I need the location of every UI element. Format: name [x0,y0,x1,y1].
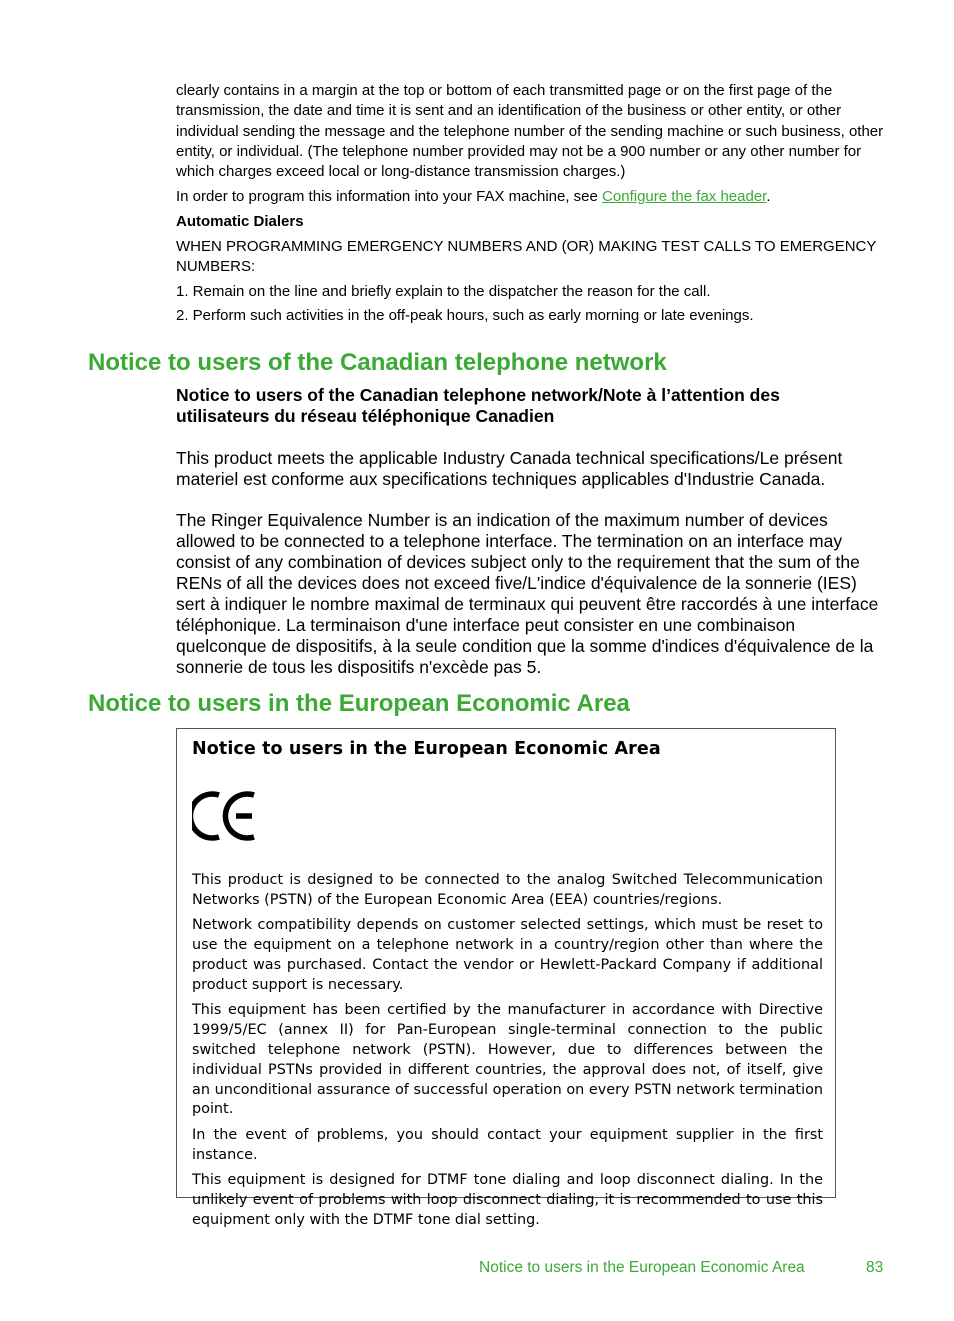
eea-paragraph-pstn: This product is designed to be connected to the analog Switched Telecommunication Networks (PSTN) of the European Economic Area (EEA) countries/regions. [192,872,823,908]
fax-program-paragraph [176,187,888,207]
configure-fax-header-link[interactable]: Configure the fax header [602,187,767,205]
eea-box-title: Notice to users in the European Economic Area [192,739,661,759]
list-item: 2. Perform such activities in the off-peak hours, such as early morning or late evenings. [176,307,754,325]
canadian-subheading: Notice to users of the Canadian telephone network/Note à l’attention des utilisateurs du réseau téléphonique Canadien [176,385,780,426]
ce-mark-logo [192,791,823,841]
automatic-dialers-heading: Automatic Dialers [176,212,304,230]
ce-mark-icon [192,791,262,841]
emergency-numbers-text: WHEN PROGRAMMING EMERGENCY NUMBERS AND (OR) MAKING TEST CALLS TO EMERGENCY NUMBERS: [176,237,877,275]
eea-paragraph-dtmf: This equipment is designed for DTMF tone dialing and loop disconnect dialing. In the unlikely event of problems with loop disconnect dialing, it is recommended to use this equipment only with the DTMF tone dial setting. [192,1172,823,1228]
eea-section-heading: Notice to users in the European Economic Area [88,690,630,717]
footer-section-title: Notice to users in the European Economic Area [479,1259,805,1276]
eea-paragraph-certification: This equipment has been certified by the manufacturer in accordance with Directive 1999/5/EC (annex II) for Pan-European single-terminal connection to the public switched telephone network (PSTN). However, due to differences between the individual PSTNs provided in different countries, the approval does not, of itself, give an unconditional assurance of successful operation on every PSTN network termination point. [192,1002,823,1118]
eea-paragraph-compatibility: Network compatibility depends on customer selected settings, which must be reset to use the equipment on a telephone network in a country/region other than where the product was purchased. Contact the vendor or Hewlett-Packard Company if additional product support is necessary. [192,917,823,993]
fax-program-suffix: . [766,187,771,205]
list-item: 1. Remain on the line and briefly explain to the dispatcher the reason for the call. [176,282,711,300]
fax-program-text: In order to program this information into your FAX machine, see [176,187,603,205]
canadian-section-heading: Notice to users of the Canadian telephone network [88,349,667,376]
fax-identification-paragraph: clearly contains in a margin at the top or bottom of each transmitted page or on the first page of the transmission, the date and time it is sent and an identification of the business or other entity, or other individual sending the message and the telephone number of the sending machine or such business, other entity, or individual. (The telephone number provided may not be a 900 number or any other number for which charges exceed local or long-distance transmission charges.) [176,82,884,181]
ringer-equivalence-paragraph: The Ringer Equivalence Number is an indication of the maximum number of devices allowed to be connected to a telephone interface. The termination on an interface may consist of any combination of devices subject only to the requirement that the sum of the RENs of all the devices does not exceed five/L'indice d'équivalence de la sonnerie (IES) sert à indiquer le nombre maximal de terminaux qui peuvent être raccordés à une interface téléphonique. La terminaison d'une interface peut consister en une combinaison quelconque de dispositifs, à la seule condition que la somme d'indices d'équivalence de la sonnerie de tous les dispositifs n'excède pas 5. [176,510,879,677]
eea-box-text [192,871,823,1237]
canadian-section-body [176,385,888,678]
eea-paragraph-problems: In the event of problems, you should contact your equipment supplier in the first instance. [192,1126,823,1163]
fax-header-section [176,81,888,327]
page-number: 83 [866,1259,884,1276]
eea-notice-box [176,728,836,1228]
canadian-compliance-paragraph: This product meets the applicable Industry Canada technical specifications/Le présent materiel est conforme aux specifications techniques applicables d'Industrie Canada. [176,447,843,489]
